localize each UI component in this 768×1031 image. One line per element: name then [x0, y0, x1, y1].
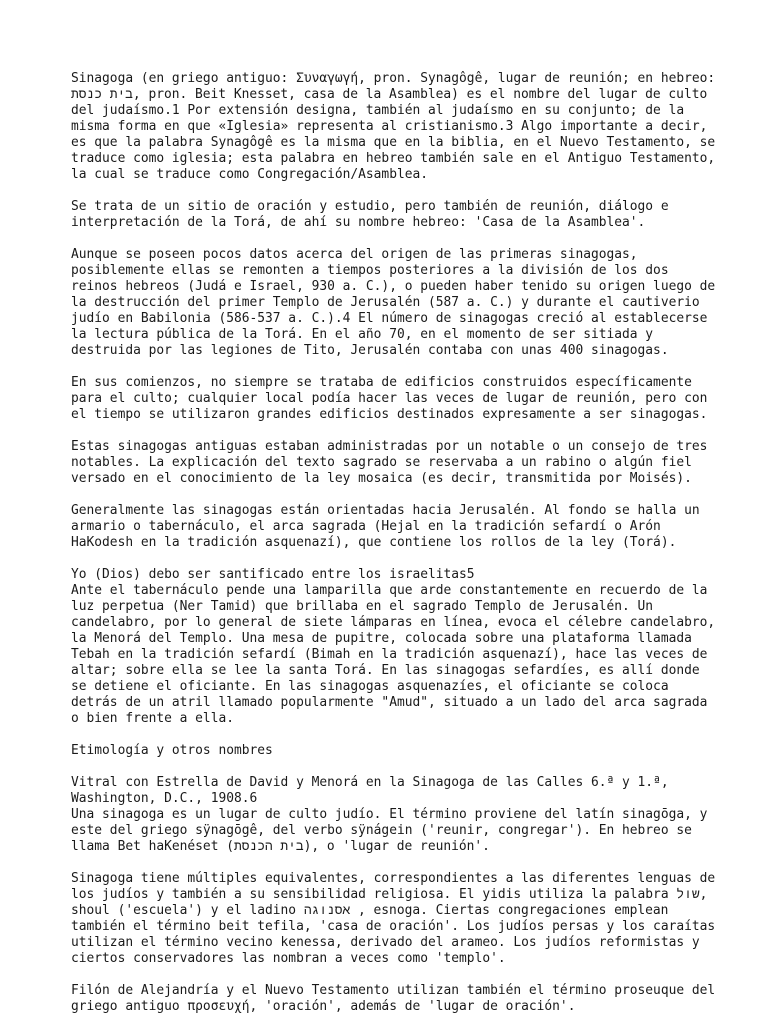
text-line: HaKodesh en la tradición asquenazí), que contiene los rollos de la ley (Torá). [71, 535, 677, 550]
document-page [71, 71, 716, 1031]
text-line: llama Bet haKenéset (בית הכנסת), o 'lugar de reunión'. [71, 839, 490, 854]
text-line: armario o tabernáculo, el arca sagrada (Hejal en la tradición sefardí o Arón [71, 519, 661, 534]
text-line: reinos hebreos (Judá e Israel, 930 a. C.), o pueden haber tenido su origen luego de [71, 279, 716, 294]
text-line: para el culto; cualquier local podía hacer las veces de lugar de reunión, pero con [71, 391, 708, 406]
text-line: posiblemente ellas se remonten a tiempos posteriores a la división de los dos [71, 263, 669, 278]
paragraph [71, 439, 711, 487]
text-line: misma forma en que «Iglesia» representa al cristianismo.3 Algo importante a decir, [71, 119, 708, 134]
text-line: Aunque se poseen pocos datos acerca del origen de las primeras sinagogas, [71, 247, 638, 262]
text-line: candelabro, por lo general de siete lámparas en línea, evoca el célebre candelabro, [71, 615, 716, 630]
text-line: este del griego sÿnagōgê, del verbo sÿnágein ('reunir, congregar'). En hebreo se [71, 823, 692, 838]
text-line: también el término beit tefila, 'casa de oración'. Los judíos persas y los caraítas [71, 919, 716, 934]
text-line: Sinagoga tiene múltiples equivalentes, correspondientes a las diferentes lenguas de [71, 871, 716, 886]
text-line: Etimología y otros nombres [71, 743, 273, 758]
text-line: detrás de un atril llamado popularmente "Amud", situado a un lado del arca sagrada [71, 695, 708, 710]
paragraph [71, 983, 716, 1015]
text-line: versado en el conocimiento de la ley mosaica (es decir, transmitida por Moisés). [71, 471, 692, 486]
text-line: Ante el tabernáculo pende una lamparilla que arde constantemente en recuerdo de la [71, 583, 708, 598]
text-line: Tebah en la tradición sefardí (Bimah en la tradición asquenazí), hace las veces de [71, 647, 708, 662]
paragraph [71, 71, 716, 183]
text-line: es que la palabra Synagôgê es la misma que en la biblia, en el Nuevo Testamento, se [71, 135, 716, 150]
text-line: la cual se traduce como Congregación/Asamblea. [71, 167, 428, 182]
paragraph [71, 199, 711, 231]
text-line: Estas sinagogas antiguas estaban administradas por un notable o un consejo de tres [71, 439, 708, 454]
text-line: los judíos y también a su sensibilidad religiosa. El yidis utiliza la palabra שול, [71, 887, 708, 902]
text-line: shoul ('escuela') y el ladino אסנוגה , esnoga. Ciertas congregaciones emplean [71, 903, 669, 918]
text-line: la lectura pública de la Torá. En el año 70, en el momento de ser sitiada y [71, 327, 654, 342]
text-line: Sinagoga (en griego antiguo: Συναγωγή, pron. Synagôgê, lugar de reunión; en hebreo: [71, 71, 716, 86]
paragraph [71, 247, 716, 359]
text-line: el tiempo se utilizaron grandes edificios destinados expresamente a ser sinagogas. [71, 407, 708, 422]
paragraph [71, 567, 716, 727]
text-line: Se trata de un sitio de oración y estudio, pero también de reunión, diálogo e [71, 199, 669, 214]
text-line: En sus comienzos, no siempre se trataba de edificios construidos específicamente [71, 375, 692, 390]
text-line: griego antiguo προσευχή, 'oración', además de 'lugar de oración'. [71, 999, 576, 1014]
text-line: notables. La explicación del texto sagrado se reservaba a un rabino o algún fiel [71, 455, 692, 470]
text-line: destruida por las legiones de Tito, Jerusalén contaba con unas 400 sinagogas. [71, 343, 669, 358]
text-line: Una sinagoga es un lugar de culto judío. El término proviene del latín sinagōga, y [71, 807, 708, 822]
text-line: del judaísmo.1 Por extensión designa, también al judaísmo en su conjunto; de la [71, 103, 685, 118]
paragraph [71, 775, 711, 855]
text-line: se detiene el oficiante. En las sinagogas asquenazíes, el oficiante se coloca [71, 679, 669, 694]
text-line: judío en Babilonia (586-537 a. C.).4 El número de sinagogas creció al establecerse [71, 311, 708, 326]
text-line: traduce como iglesia; esta palabra en hebreo también sale en el Antiguo Testamento, [71, 151, 716, 166]
text-line: בית כנסת, pron. Beit Knesset, casa de la Asamblea) es el nombre del lugar de culto [71, 87, 708, 102]
text-line: luz perpetua (Ner Tamid) que brillaba en el sagrado Templo de Jerusalén. Un [71, 599, 654, 614]
text-line: ciertos conservadores las nombran a veces como 'templo'. [71, 951, 506, 966]
text-line: Filón de Alejandría y el Nuevo Testamento utilizan también el término proseuque del [71, 983, 716, 998]
text-line: Washington, D.C., 1908.6 [71, 791, 258, 806]
text-line: Generalmente las sinagogas están orientadas hacia Jerusalén. Al fondo se halla un [71, 503, 700, 518]
text-line: Yo (Dios) debo ser santificado entre los israelitas5 [71, 567, 475, 582]
text-line: la destrucción del primer Templo de Jerusalén (587 a. C.) y durante el cautiverio [71, 295, 700, 310]
text-line: la Menorá del Templo. Una mesa de pupitre, colocada sobre una plataforma llamada [71, 631, 692, 646]
text-line: o bien frente a ella. [71, 711, 234, 726]
text-line: interpretación de la Torá, de ahí su nombre hebreo: 'Casa de la Asamblea'. [71, 215, 646, 230]
paragraph [71, 743, 711, 759]
text-line: altar; sobre ella se lee la santa Torá. En las sinagogas sefardíes, es allí donde [71, 663, 700, 678]
text-line: utilizan el término vecino kenessa, derivado del arameo. Los judíos reformistas y [71, 935, 700, 950]
paragraph [71, 375, 711, 423]
paragraph [71, 871, 716, 967]
paragraph [71, 503, 711, 551]
text-line: Vitral con Estrella de David y Menorá en la Sinagoga de las Calles 6.ª y 1.ª, [71, 775, 669, 790]
